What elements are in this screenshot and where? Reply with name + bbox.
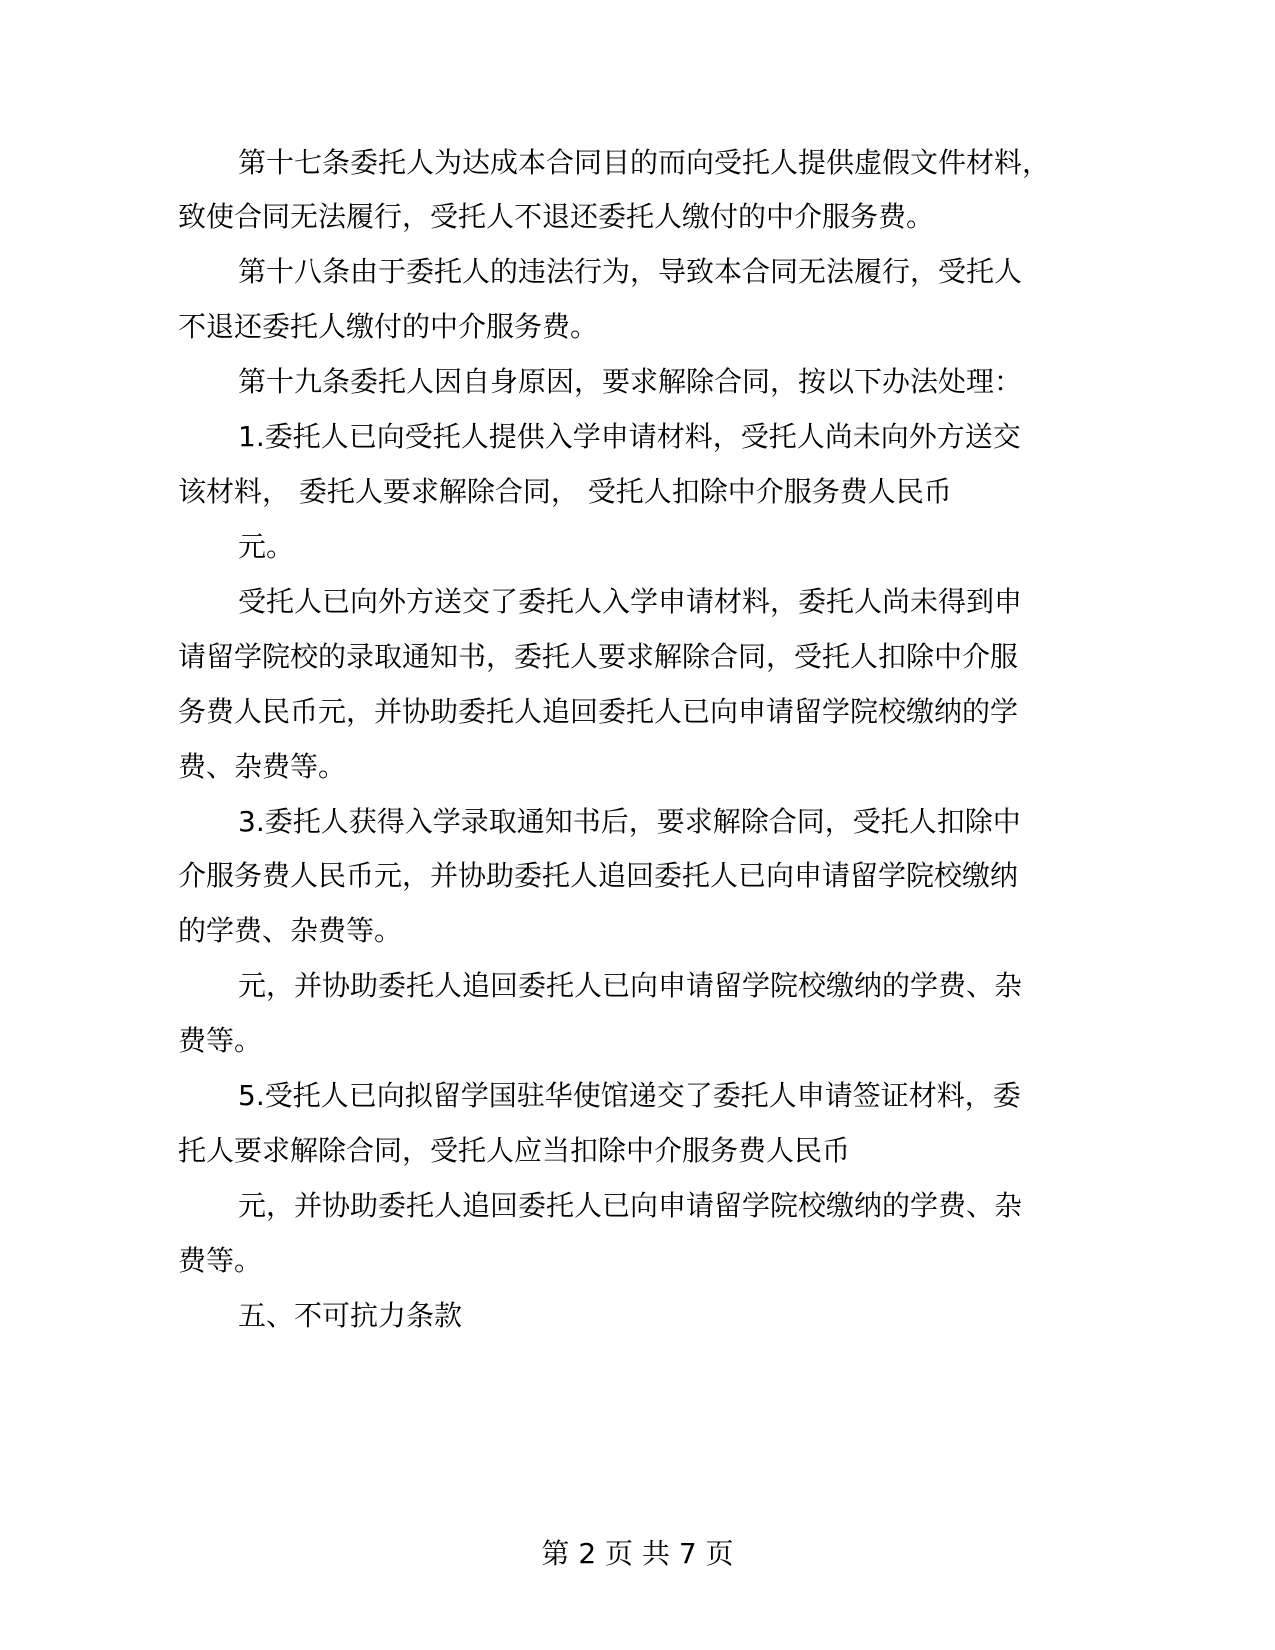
- text-line: 元。: [238, 530, 295, 563]
- text-line: 第十七条委托人为达成本合同目的而向受托人提供虚假文件材料，: [238, 146, 1051, 179]
- section-heading: 五、不可抗力条款: [238, 1299, 463, 1332]
- text-line: 费等。: [178, 1024, 263, 1057]
- text-line: 1.委托人已向受托人提供入学申请材料，受托人尚未向外方送交: [238, 420, 1021, 453]
- text-line: 5.受托人已向拟留学国驻华使馆递交了委托人申请签证材料，委: [238, 1079, 1021, 1112]
- text-line: 3.委托人获得入学录取通知书后，要求解除合同，受托人扣除中: [238, 805, 1021, 838]
- text-line: 托人要求解除合同，受托人应当扣除中介服务费人民币: [178, 1134, 851, 1167]
- text-line: 元，并协助委托人追回委托人已向申请留学院校缴纳的学费、杂: [238, 969, 1023, 1002]
- text-line: 该材料， 委托人要求解除合同， 受托人扣除中介服务费人民币: [178, 475, 952, 508]
- text-line: 的学费、杂费等。: [178, 914, 403, 947]
- text-line: 费等。: [178, 1244, 263, 1277]
- text-line: 元，并协助委托人追回委托人已向申请留学院校缴纳的学费、杂: [238, 1189, 1023, 1222]
- text-line: 第十九条委托人因自身原因，要求解除合同，按以下办法处理：: [238, 365, 1023, 398]
- page-number-footer: 第 2 页 共 7 页: [541, 1537, 734, 1570]
- text-line: 不退还委托人缴付的中介服务费。: [178, 310, 599, 343]
- text-line: 致使合同无法履行，受托人不退还委托人缴付的中介服务费。: [178, 200, 935, 233]
- text-line: 第十八条由于委托人的违法行为，导致本合同无法履行，受托人: [238, 255, 1023, 288]
- text-line: 请留学院校的录取通知书，委托人要求解除合同，受托人扣除中介服: [178, 640, 1019, 673]
- text-line: 受托人已向外方送交了委托人入学申请材料，委托人尚未得到申: [238, 585, 1023, 618]
- text-line: 务费人民币元，并协助委托人追回委托人已向申请留学院校缴纳的学: [178, 695, 1019, 728]
- text-line: 费、杂费等。: [178, 750, 347, 783]
- text-line: 介服务费人民币元，并协助委托人追回委托人已向申请留学院校缴纳: [178, 859, 1019, 892]
